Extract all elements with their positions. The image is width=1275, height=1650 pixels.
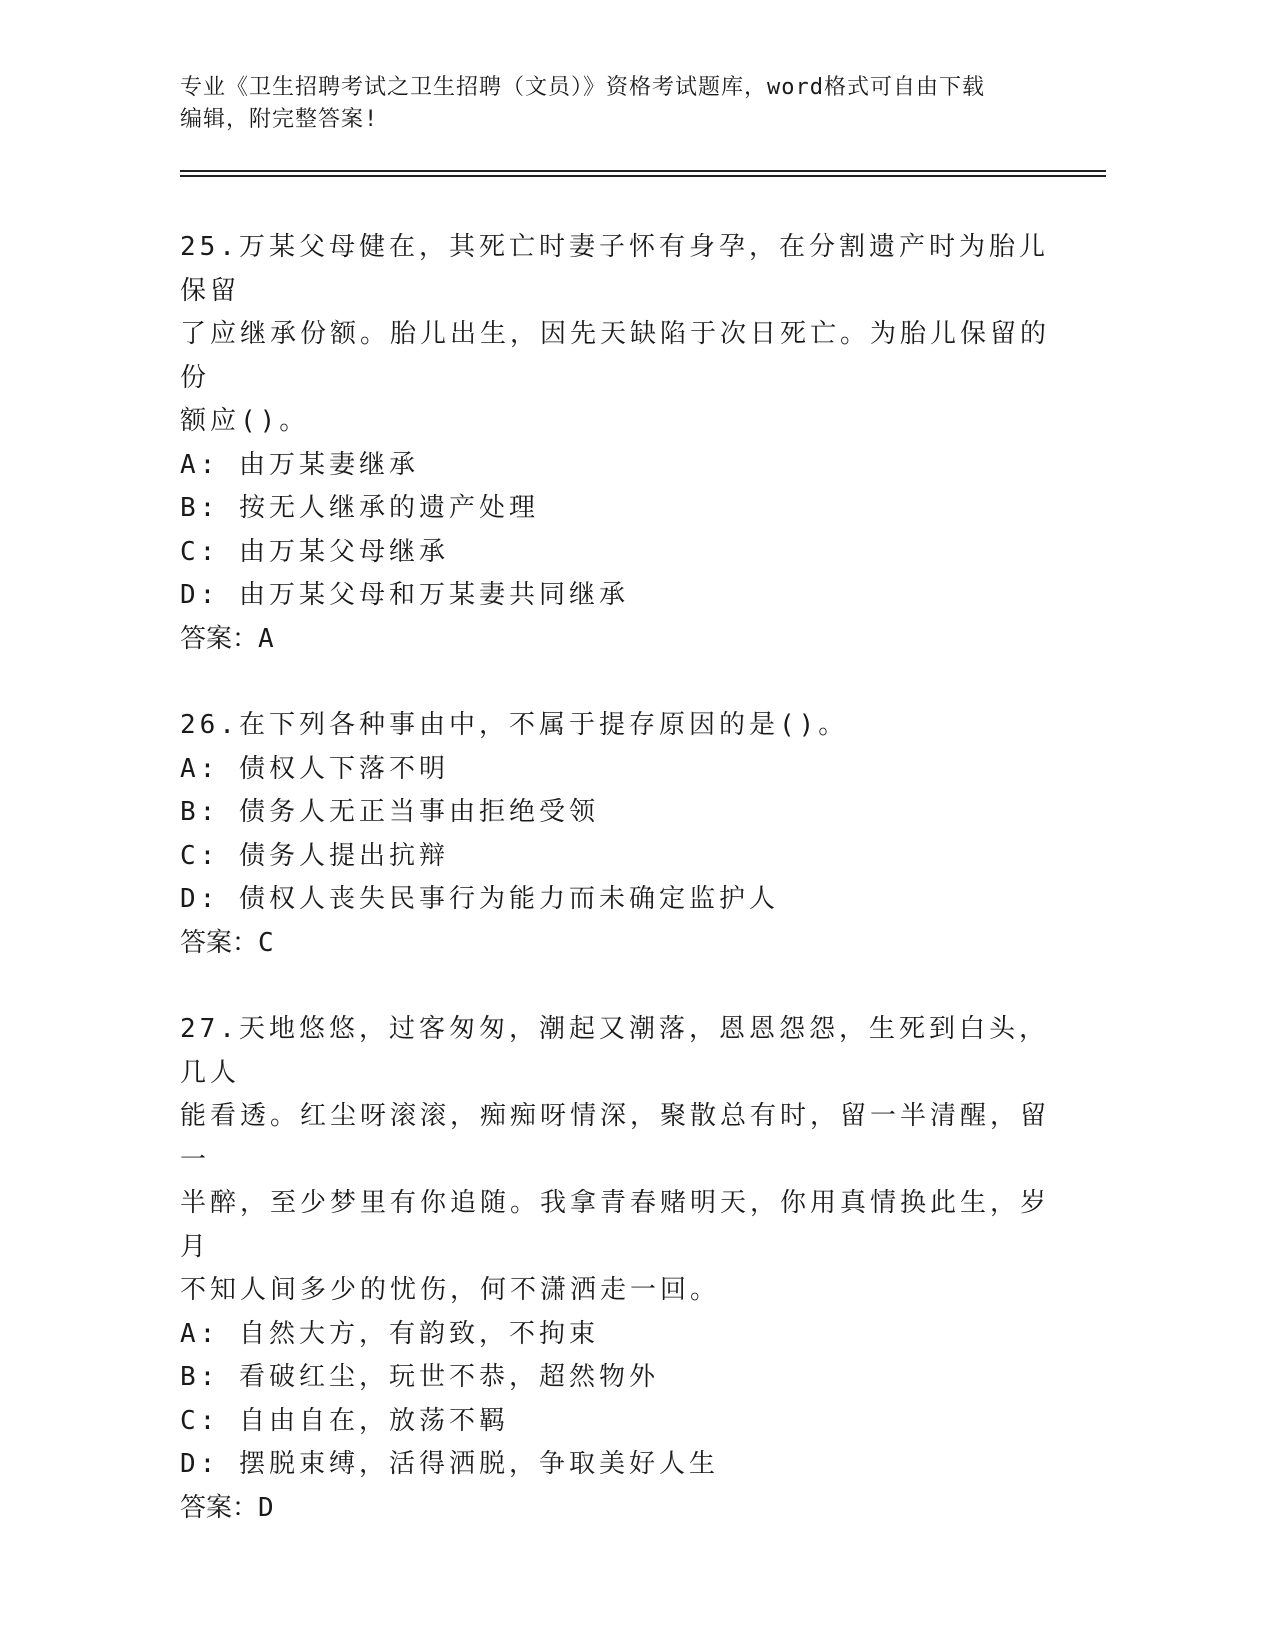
option-c: C: 由万某父母继承 <box>180 536 449 567</box>
header-line: 专业《卫生招聘考试之卫生招聘（文员）》资格考试题库，word格式可自由下载 <box>180 75 985 100</box>
document-header <box>180 72 1050 136</box>
header-divider-top <box>180 170 1106 172</box>
option-c: C: 债务人提出抗辩 <box>180 840 449 871</box>
question-stem-line: 半醉，至少梦里有你追随。我拿青春赌明天，你用真情换此生，岁月 <box>180 1188 1051 1262</box>
answer-value: A <box>258 623 274 654</box>
question-stem-line: 不知人间多少的忧伤，何不潇洒走一回。 <box>180 1275 721 1305</box>
option-a: A: 自然大方，有韵致，不拘束 <box>180 1318 599 1349</box>
answer-label: 答案： <box>180 1492 259 1523</box>
option-d: D: 摆脱束缚，活得洒脱，争取美好人生 <box>180 1449 719 1479</box>
answer-line <box>180 1487 1060 1531</box>
option-b: B: 债务人无正当事由拒绝受领 <box>180 797 599 827</box>
option-a: A: 由万某妻继承 <box>180 449 419 480</box>
question-stem-line: 25.万某父母健在，其死亡时妻子怀有身孕，在分割遗产时为胎儿保留 <box>180 232 1049 306</box>
question-list <box>180 226 1060 1573</box>
option-c: C: 自由自在，放荡不羁 <box>180 1405 509 1436</box>
question-stem-line: 额应()。 <box>180 406 310 436</box>
option-a: A: 债权人下落不明 <box>180 753 449 784</box>
question-25 <box>180 226 1060 661</box>
answer-label: 答案： <box>180 623 259 654</box>
answer-label: 答案： <box>180 927 259 958</box>
header-divider-bottom <box>180 175 1106 177</box>
question-stem-line: 了应继承份额。胎儿出生，因先天缺陷于次日死亡。为胎儿保留的份 <box>180 319 1051 393</box>
option-d: D: 债权人丧失民事行为能力而未确定监护人 <box>180 884 779 914</box>
answer-line <box>180 922 1060 966</box>
answer-value: C <box>258 927 274 958</box>
question-26 <box>180 704 1060 965</box>
question-stem-line: 26.在下列各种事由中，不属于提存原因的是()。 <box>180 710 849 740</box>
header-line: 编辑，附完整答案! <box>180 107 379 132</box>
option-d: D: 由万某父母和万某妻共同继承 <box>180 580 629 610</box>
option-b: B: 按无人继承的遗产处理 <box>180 493 539 523</box>
question-stem-line: 能看透。红尘呀滚滚，痴痴呀情深，聚散总有时，留一半清醒，留一 <box>180 1101 1051 1175</box>
option-b: B: 看破红尘，玩世不恭，超然物外 <box>180 1362 659 1392</box>
answer-line <box>180 618 1060 662</box>
question-stem-line: 27.天地悠悠，过客匆匆，潮起又潮落，恩恩怨怨，生死到白头，几人 <box>180 1014 1049 1088</box>
question-27 <box>180 1008 1060 1530</box>
answer-value: D <box>258 1492 274 1523</box>
